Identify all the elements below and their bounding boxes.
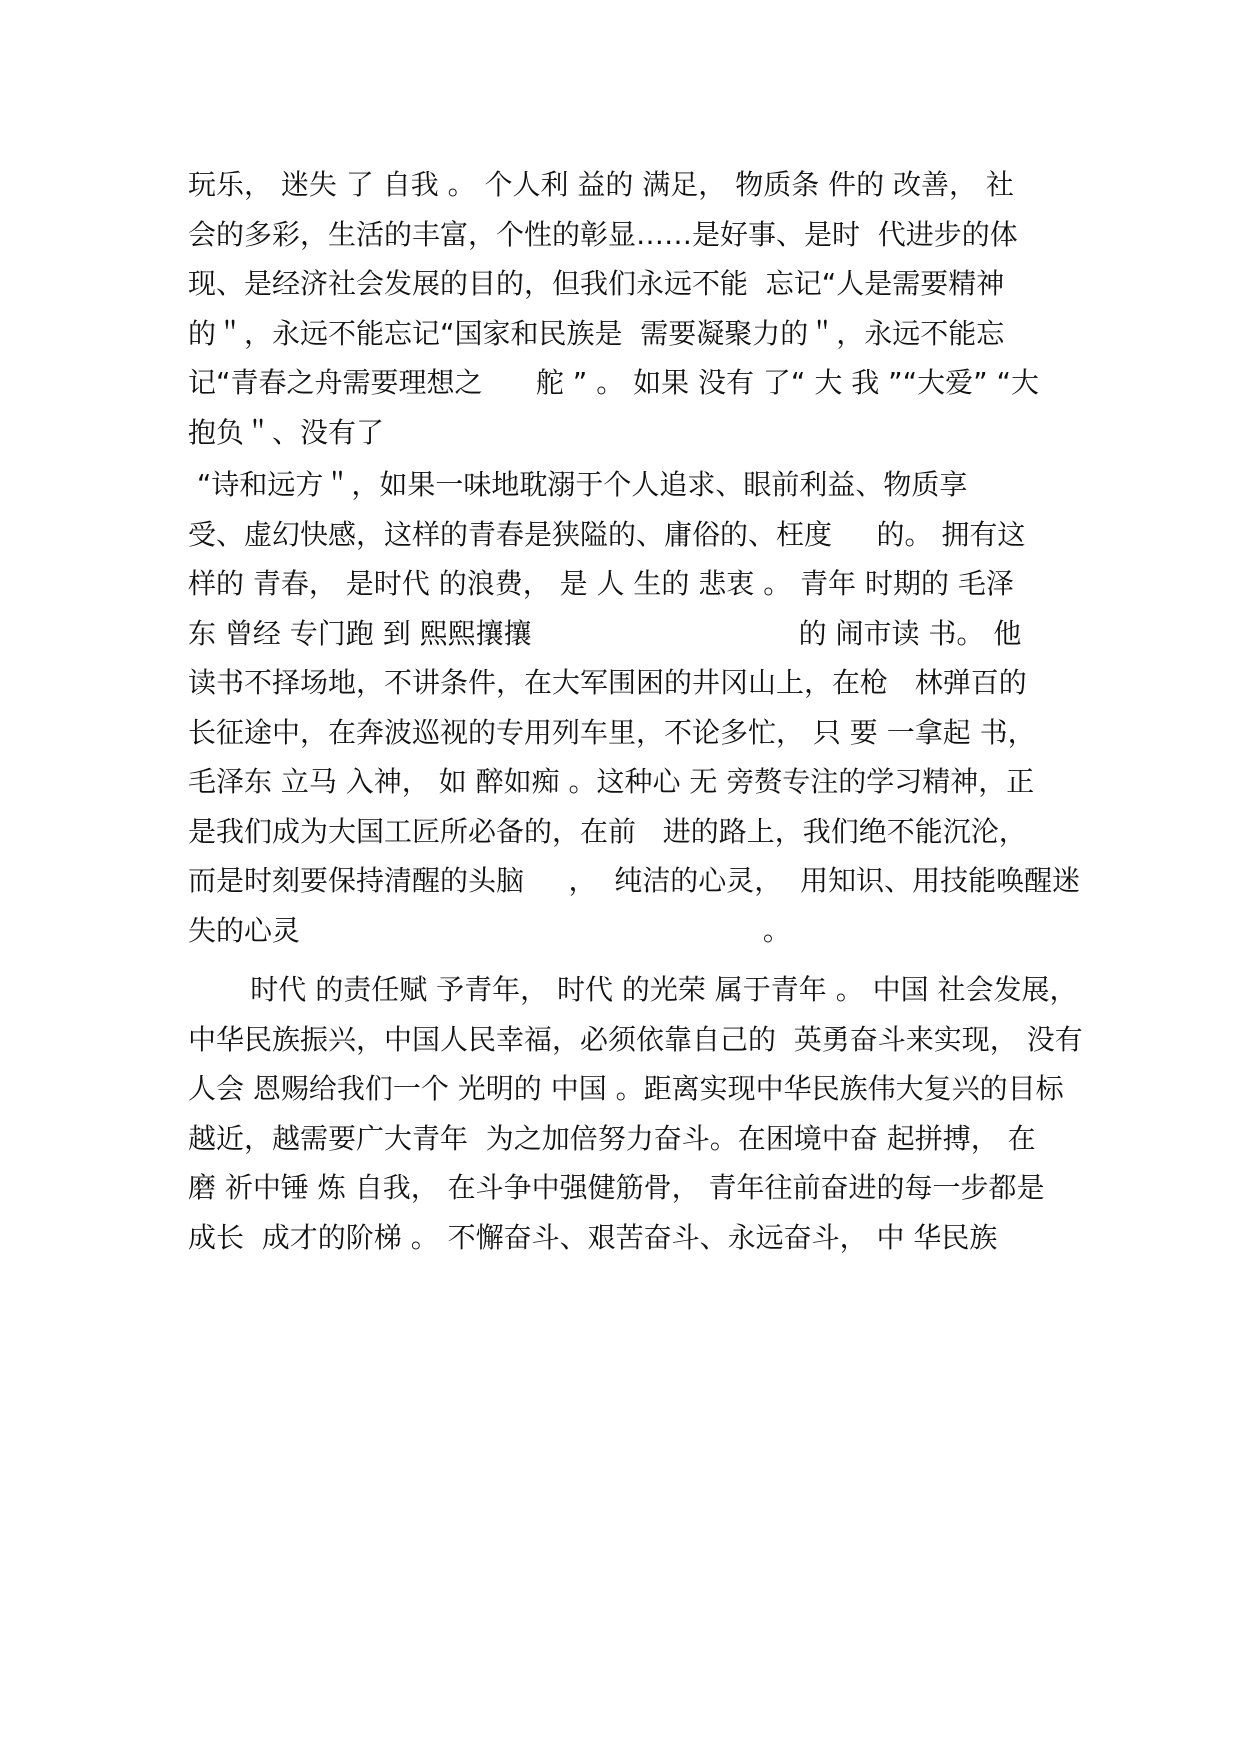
paragraph-1: [188, 160, 1068, 457]
text-line: 记“青春之舟需要理想之 舵 ” 。 如果 没有 了“ 大 我 ”“大爱” “大: [188, 366, 1040, 399]
text-line: 而是时刻要保持清醒的头脑 ， 纯洁的心灵， 用知识、用技能唤醒迷: [188, 864, 1081, 897]
text-line: 中华民族振兴，中国人民幸福，必须依靠自己的 英勇奋斗来实现， 没有: [188, 1022, 1083, 1056]
text-line: 会的多彩，生活的丰富，个性的彰显……是好事、是时 代进步的体: [188, 217, 1018, 251]
text-line: 成长 成才的阶梯 。 不懈奋斗、艰苦奋斗、永远奋斗， 中 华民族: [188, 1220, 998, 1254]
text-line: 读书不择场地，不讲条件，在大军围困的井冈山上，在枪 林弹百的: [188, 666, 1027, 699]
text-line: 长征途中，在奔波巡视的专用列车里，不论多忙， 只 要 一拿起 书，: [188, 715, 1036, 749]
text-line: 失的心灵 。: [188, 913, 791, 947]
text-line: 是我们成为大国工匠所必备的，在前 进的路上，我们绝不能沉沦，: [188, 814, 1027, 848]
text-line: 毛泽东 立马 入神， 如 醉如痴 。这种心 无 旁赘专注的学习精神，正: [188, 765, 1035, 798]
text-line: 时代 的责任赋 予青年， 时代 的光荣 属于青年 。 中国 社会发展，: [188, 973, 1078, 1006]
text-line: 东 曾经 专门跑 到 熙熙攘攘 的 闹市读 书。 他: [188, 616, 1022, 650]
paragraph-2: [188, 460, 1081, 955]
text-line: 玩乐， 迷失 了 自我 。 个人利 益的 满足， 物质条 件的 改善， 社: [188, 168, 1014, 201]
text-line: 抱负＂、没有了: [188, 415, 385, 449]
text-line: 样的 青春， 是时代 的浪费， 是 人 生的 悲衷 。 青年 时期的 毛泽: [188, 567, 1014, 600]
paragraph-3: [188, 965, 1083, 1262]
text-line: 磨 祈中锤 炼 自我， 在斗争中强健筋骨， 青年往前奋进的每一步都是: [188, 1171, 1045, 1204]
text-line: “诗和远方＂，如果一味地耽溺于个人追求、眼前利益、物质享: [188, 468, 968, 501]
text-line: 受、虚幻快感，这样的青春是狭隘的、庸俗的、枉度 的。 拥有这: [188, 517, 1026, 551]
text-line: 的＂，永远不能忘记“国家和民族是 需要凝聚力的＂，永远不能忘: [188, 316, 1005, 350]
text-line: 现、是经济社会发展的目的，但我们永远不能 忘记“人是需要精神: [188, 267, 1005, 300]
text-line: 人会 恩赐给我们一个 光明的 中国 。距离实现中华民族伟大复兴的目标: [188, 1072, 1064, 1105]
text-line: 越近，越需要广大青年 为之加倍努力奋斗。在困境中奋 起拼搏， 在: [188, 1121, 1036, 1155]
